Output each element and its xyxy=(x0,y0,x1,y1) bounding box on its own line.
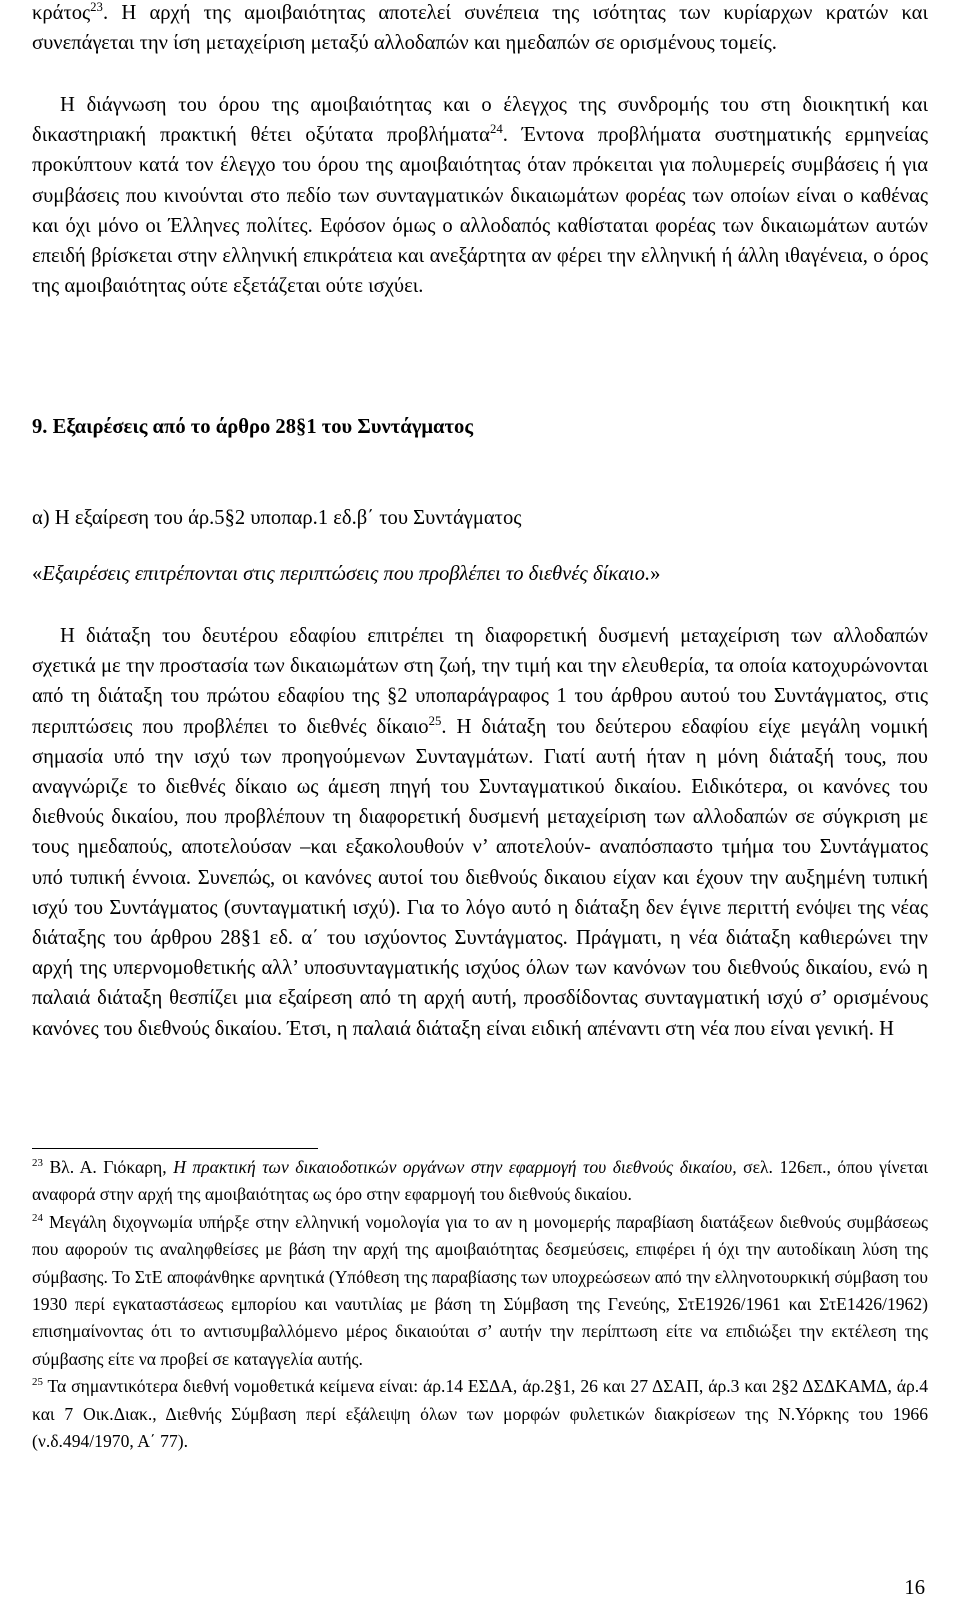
footnote-number: 23 xyxy=(32,1157,43,1170)
paragraph-top xyxy=(32,0,928,58)
paragraph-text: Η διάγνωση του όρου της αμοιβαιότητας και ο έλεγχος της συνδρομής του στη διοικητική και δικαστηριακή πρακτική θέτει οξύτατα προβλήματα xyxy=(32,94,928,147)
paragraph-second xyxy=(32,90,928,301)
footnotes xyxy=(32,1154,928,1455)
page-number: 16 xyxy=(904,1577,925,1599)
subsection-heading: α) Η εξαίρεση του άρ.5§2 υποπαρ.1 εδ.β΄ του Συντάγματος xyxy=(32,507,522,529)
footnote-text: Τα σημαντικότερα διεθνή νομοθετικά κείμενα είναι: άρ.14 ΕΣΔΑ, άρ.2§1, 26 και 27 ΔΣΑΠ, άρ.3 και 2§2 ΔΣΔΚΑΜΔ, άρ.4 και 7 Οικ.Διακ., Διεθνής Σύμβαση περί εξάλειψη όλων των μορφών φυλετικών διακρίσεων της Ν.Υόρκης του 1966 (ν.δ.494/1970, Α΄ 77). xyxy=(32,1376,928,1452)
footnote-text: Μεγάλη διχογνωμία υπήρξε στην ελληνική νομολογία για το αν η μονομερής παραβίαση διατάξεων διεθνούς συμβάσεως που αφορούν τις αναληφθείσες με βάση την αρχή της αμοιβαιότητας δεσμεύσεις, επιφέρει ή όχι την αυτοδίκαιη λύση της σύμβασης. Το ΣτΕ αποφάνθηκε αρνητικά (Υπόθεση της παραβίασης των υποχρεώσεων από την ελληνοτουρκική σύμβαση του 1930 περί εγκαταστάσεως εμπορίου και ναυτιλίας με βάση τη Σύμβαση της Γενεύης, ΣτΕ1926/1961 και ΣτΕ1426/1962) επισημαίνοντας ότι το αντισυμβαλλόμενο μέρος δικαιούται σ’ αυτήν την περίπτωση είτε να επιδιώξει την εκτέλεση της σύμβασης είτε να προβεί σε καταγγελία αυτής. xyxy=(32,1211,928,1369)
footnote-text: σελ. 126επ., όπου γίνεται αναφορά στην αρχή της αμοιβαιότητας ως όρο στην εφαρμογή του διεθνούς δικαίου. xyxy=(32,1157,929,1205)
footnote-title: Η πρακτική των δικαιοδοτικών οργάνων στην εφαρμογή του διεθνούς δικαίου, xyxy=(173,1157,737,1177)
footnote-23 xyxy=(32,1154,928,1209)
quote-open-mark: « xyxy=(32,563,43,585)
footnote-ref-24: 24 xyxy=(489,122,503,137)
paragraph-text: κράτος xyxy=(32,2,91,24)
footnote-25 xyxy=(32,1373,928,1455)
quote-text: Εξαιρέσεις επιτρέπονται στις περιπτώσεις που προβλέπει το διεθνές δίκαιο. xyxy=(42,563,651,585)
footnote-separator xyxy=(32,1148,318,1149)
quote xyxy=(32,563,660,586)
section-heading: 9. Εξαιρέσεις από το άρθρο 28§1 του Συντάγματος xyxy=(32,416,474,438)
footnote-ref-25: 25 xyxy=(428,713,442,728)
footnote-24 xyxy=(32,1209,928,1373)
paragraph-main xyxy=(32,621,928,1044)
footnote-number: 25 xyxy=(32,1376,43,1389)
quote-close-mark: » xyxy=(650,563,661,585)
footnote-ref-23: 23 xyxy=(90,0,103,15)
paragraph-text: . Έντονα προβλήματα συστηματικής ερμηνείας προκύπτουν κατά τον έλεγχο του όρου της αμοιβαιότητας όταν πρόκειται για πολυμερείς συμβάσεις ή για συμβάσεις που κινούνται στο πεδίο των συνταγματικών δικαιωμάτων φορέας των οποίων είναι ο καθένας και όχι μόνο οι Έλληνες πολίτες. Εφόσον όμως ο αλλοδαπός καθίσταται φορέας των δικαιωμάτων αυτών επειδή βρίσκεται στην ελληνική επικράτεια και ανεξάρτητα αν φέρει την ελληνική ή άλλη ιθαγένεια, ο όρος της αμοιβαιότητας ούτε εξετάζεται ούτε ισχύει. xyxy=(32,124,928,298)
footnote-text: Βλ. Α. Γιόκαρη, xyxy=(49,1157,174,1177)
paragraph-text: Η διάταξη του δευτέρου εδαφίου επιτρέπει τη διαφορετική δυσμενή μεταχείριση των αλλοδαπών σχετικά με την προστασία των δικαιωμάτων στη ζωή, την τιμή και την ελευθερία, τα οποία κατοχυρώνονται από τη διάταξη του πρώτου εδαφίου της §2 υποπαράγραφος 1 του άρθρου αυτού του Συντάγματος, στις περιπτώσεις που προβλέπει το διεθνές δίκαιο xyxy=(32,625,928,738)
paragraph-text: . Η αρχή της αμοιβαιότητας αποτελεί συνέπεια της ισότητας των κυρίαρχων κρατών και συνεπάγεται την ίση μεταχείριση μεταξύ αλλοδαπών και ημεδαπών σε ορισμένους τομείς. xyxy=(32,2,928,55)
footnote-number: 24 xyxy=(32,1211,43,1224)
paragraph-text: . Η διάταξη του δεύτερου εδαφίου είχε μεγάλη νομική σημασία υπό την ισχύ των προηγούμενων Συνταγμάτων. Γιατί αυτή ήταν η μόνη διάταξή τους, που αναγνώριζε το διεθνές δίκαιο ως άμεση πηγή του Συνταγματικού δικαίου. Ειδικότερα, οι κανόνες του διεθνούς δικαίου, που προβλέπουν τη διαφορετική δυσμενή μεταχείριση των αλλοδαπών σε σύγκριση με τους ημεδαπούς, αποτελούσαν –και εξακολουθούν ν’ αποτελούν- αναπόσπαστο τμήμα του Συντάγματος υπό τυπική έννοια. Συνεπώς, οι κανόνες αυτοί του διεθνούς δικαιου είχαν και έχουν την αυξημένη τυπική ισχύ του Συντάγματος (συνταγματική ισχύ). Για το λόγο αυτό η διάταξη δεν έγινε περιττή ενόψει της νέας διάταξης του άρθρου 28§1 εδ. α΄ του ισχύοντος Συντάγματος. Πράγματι, η νέα διάταξη καθιερώνει την αρχή της υπερνομοθετικής αλλ’ υποσυνταγματικής ισχύος όλων των κανόνων του διεθνούς δικαίου, ενώ η παλαιά διάταξη θεσπίζει μια εξαίρεση από τη αρχή αυτή, προσδίδοντας συνταγματική ισχύ σ’ ορισμένους κανόνες του διεθνούς δικαίου. Έτσι, η παλαιά διάταξη είναι ειδική απέναντι στη νέα που είναι γενική. Η xyxy=(32,715,928,1040)
